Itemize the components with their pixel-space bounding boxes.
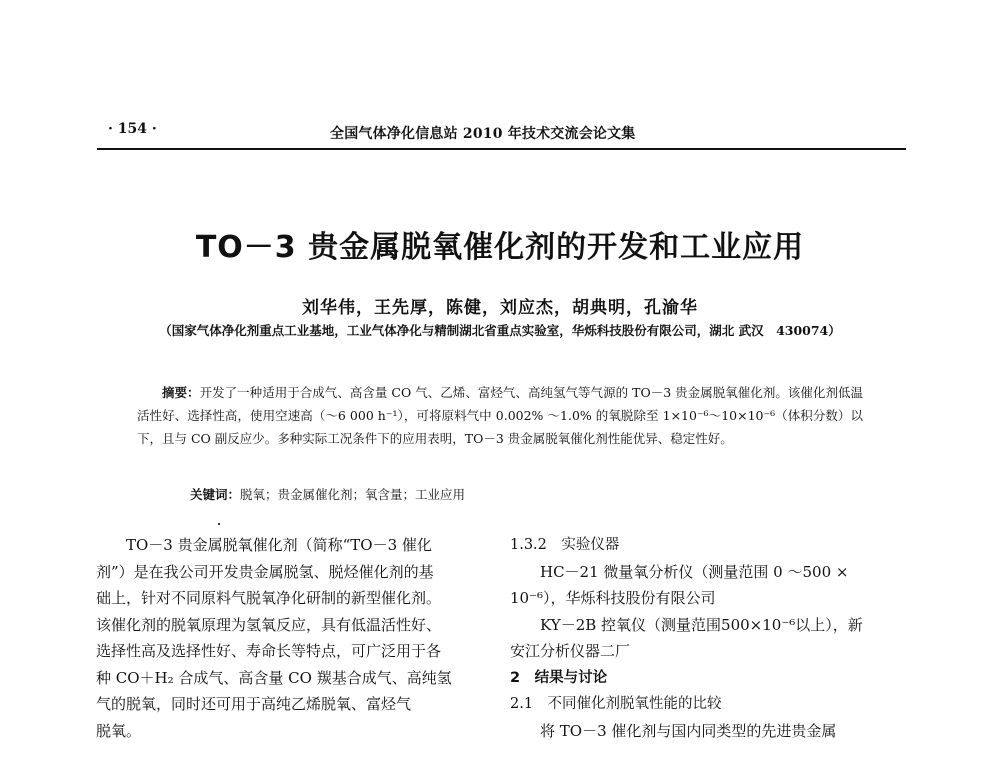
keywords xyxy=(190,485,465,503)
abstract-text: 开发了一种适用于合成气、高含量 CO 气、乙烯、富烃气、高纯氢气等气源的 TO－3 贵金属脱氧催化剂。该催化剂低温活性好、选择性高，使用空速高（～6 000 h⁻¹），可将原料气中 0.002% ～1.0% 的氧脱除至 1×10⁻⁶～10×10⁻⁶（体积分数）以下，且与 CO 副反应少。多种实际工况条件下的应用表明，TO－3 贵金属脱氧催化剂性能优异、稳定性好。 xyxy=(137,385,863,446)
abstract xyxy=(137,381,863,450)
instrument-ky2b: KY－2B 控氧仪（测量范围500×10⁻⁶以上），新 xyxy=(540,615,863,634)
body-line: 将 TO－3 催化剂与国内同类型的先进贵金属 xyxy=(540,721,837,740)
body-line: 该催化剂的脱氧原理为氢氧反应，具有低温活性好、 xyxy=(96,615,442,634)
running-header: 全国气体净化信息站 2010 年技术交流会论文集 xyxy=(330,126,636,142)
subsection-heading-2-1: 2.1 不同催化剂脱氧性能的比较 xyxy=(510,696,722,712)
keywords-text: 脱氧；贵金属催化剂；氧含量；工业应用 xyxy=(240,487,466,502)
header-rule xyxy=(97,148,906,150)
body-line: 选择性高及选择性好、寿命长等特点，可广泛用于各 xyxy=(96,642,442,660)
instrument-hc21: HC－21 微量氧分析仪（测量范围 0 ～500 × xyxy=(540,562,849,581)
body-line: 剂”）是在我公司开发贵金属脱氢、脱烃催化剂的基 xyxy=(96,562,434,581)
affiliation: （国家气体净化剂重点工业基地，工业气体净化与精制湖北省重点实验室，华烁科技股份有限公司，湖北 武汉 430074） xyxy=(159,323,841,338)
right-column xyxy=(510,532,910,744)
paper-title: TO－3 贵金属脱氧催化剂的开发和工业应用 xyxy=(195,230,805,265)
subsection-heading-1-3-2: 1.3.2 实验仪器 xyxy=(510,537,620,553)
body-line: 种 CO＋H₂ 合成气、高含量 CO 羰基合成气、高纯氢 xyxy=(96,668,452,687)
page-number: · 154 · xyxy=(108,121,157,137)
body-line: 气的脱氧，同时还可用于高纯乙烯脱氧、富烃气 xyxy=(96,695,412,713)
instrument-ky2b-cont: 安江分析仪器二厂 xyxy=(510,642,631,660)
body-line: 础上，针对不同原料气脱氧净化研制的新型催化剂。 xyxy=(96,589,442,607)
abstract-label: 摘要： xyxy=(162,385,200,400)
body-line: 脱氧。 xyxy=(96,721,142,740)
keywords-label: 关键词： xyxy=(190,487,241,502)
stray-mark xyxy=(218,523,220,525)
body-line: TO－3 贵金属脱氧催化剂（简称“TO－3 催化 xyxy=(126,536,432,554)
instrument-hc21-cont: 10⁻⁶），华烁科技股份有限公司 xyxy=(510,589,716,607)
section-heading-2: 2 结果与讨论 xyxy=(510,669,608,686)
left-column xyxy=(96,532,496,744)
author-list: 刘华伟，王先厚，陈健，刘应杰，胡典明，孔渝华 xyxy=(302,298,698,318)
